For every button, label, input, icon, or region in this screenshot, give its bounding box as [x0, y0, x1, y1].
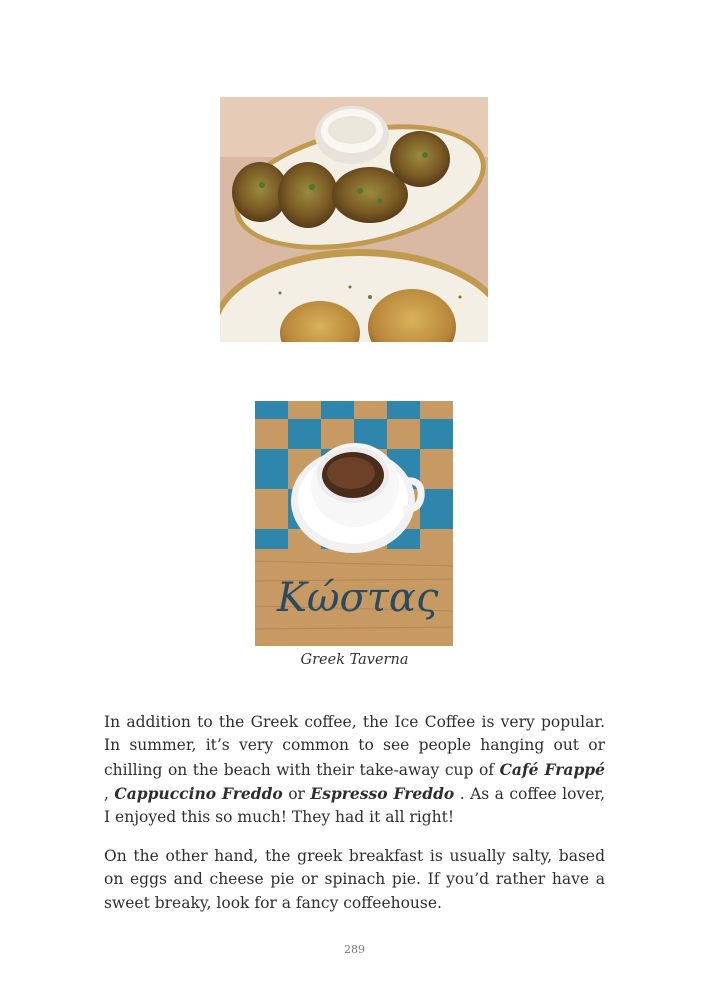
- fritters-photo: [220, 97, 488, 342]
- paragraph-text: . As a coffee lover, I enjoyed this so much! They had it all right!: [104, 784, 606, 827]
- paragraph-text: In addition to the Greek coffee, the Ice Coffee is very popular. In summer, it’s very common to see people hanging out or chilling on the beach with their take-away cup of: [104, 713, 605, 779]
- drink-name: Cappuccino Freddo: [114, 783, 283, 803]
- drink-name: Espresso Freddo: [310, 783, 455, 803]
- page-number: 289: [344, 943, 365, 956]
- paragraph-text: or: [282, 784, 311, 803]
- drink-name: Café Frappé: [499, 759, 605, 779]
- fritters-illustration: [220, 97, 488, 342]
- coffee-photo: [255, 401, 453, 646]
- paragraph-breakfast: On the other hand, the greek breakfast is usually salty, based on eggs and cheese pie or spinach pie. If you’d rather have a sweet breaky, look for a fancy coffeehouse.: [104, 847, 605, 912]
- taverna-sign-text: Κώστας: [277, 575, 439, 621]
- figure-caption: Greek Taverna: [300, 652, 409, 668]
- paragraph-text: ,: [104, 784, 115, 803]
- paragraph-iced-coffee: [104, 711, 605, 829]
- coffee-illustration: [255, 401, 453, 646]
